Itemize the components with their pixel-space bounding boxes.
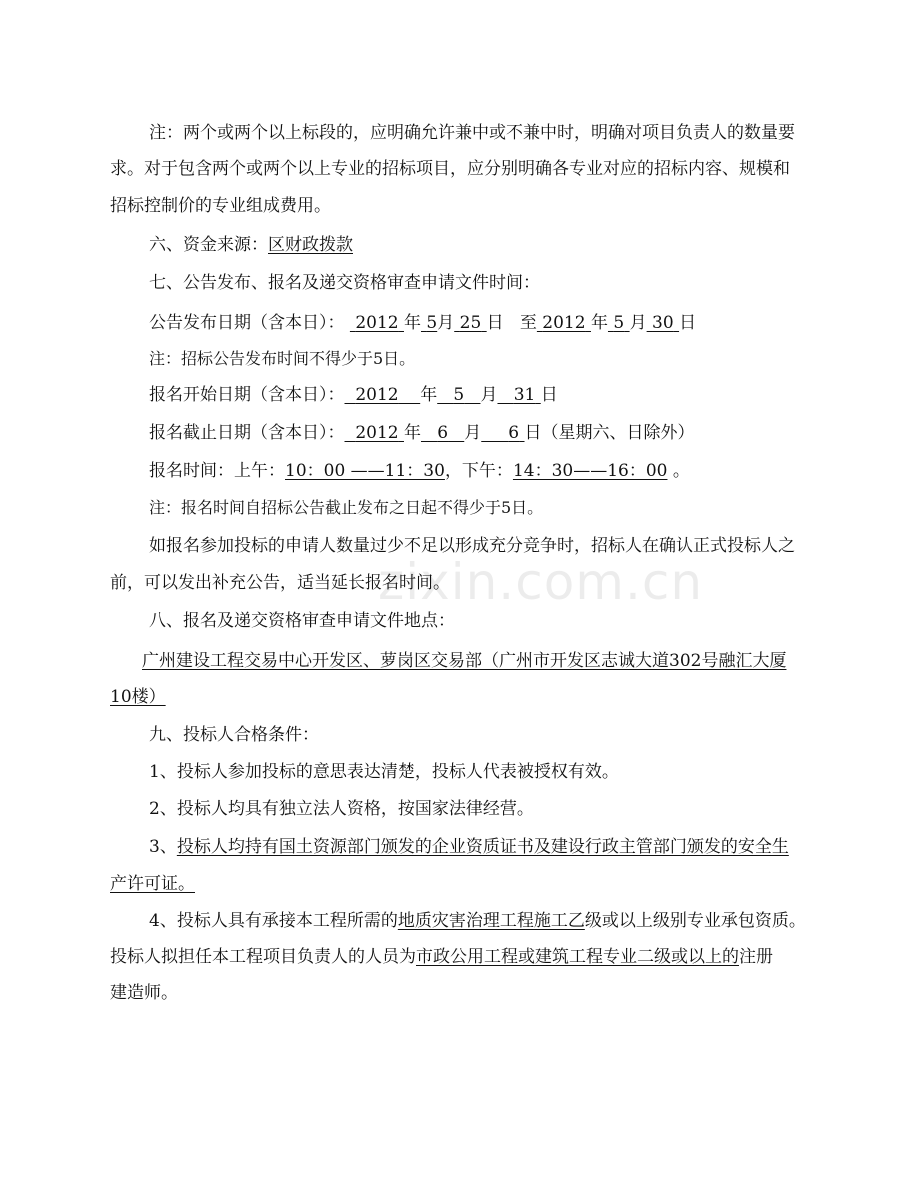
section8-title: 八、报名及递交资格审查申请文件地点： [149,611,455,631]
condition-item1: 1、投标人参加投标的意思表达清楚，投标人代表被授权有效。 [149,762,619,782]
ri: 日 [486,313,504,333]
announce-to-year: 2012 [542,313,586,333]
reg-start-line [149,384,558,406]
item3-prefix: 3、 [149,837,177,857]
reg-end-day: 6 [508,423,520,443]
note1-line1: 注：两个或两个以上标段的，应明确允许兼中或不兼中时，明确对项目负责人的数量要 [149,123,795,143]
note1-line2: 求。对于包含两个或两个以上专业的招标项目，应分别明确各专业对应的招标内容、规模和 [110,159,790,179]
note1-line3: 招标控制价的专业组成费用。 [110,196,331,216]
condition-item4-line2 [110,946,773,968]
yue: 月 [480,385,498,405]
condition-item2: 2、投标人均具有独立法人资格，按国家法律经营。 [149,799,534,819]
reg-start-label: 报名开始日期（含本日）： [149,385,345,405]
item4-text-d: 投标人拟担任本工程项目负责人的人员为 [110,947,416,967]
nian: 年 [403,313,421,333]
reg-time-label: 报名时间：上午： [149,461,285,481]
condition-item4-line1 [149,910,806,932]
reg-end-line [149,422,695,444]
nian: 年 [420,385,438,405]
funding-label: 六、资金来源： [149,235,268,255]
reg-time-mid: ，下午： [444,461,513,481]
section9-title: 九、投标人合格条件： [149,725,319,745]
reg-end-month: 6 [437,423,449,443]
item4-text-a: 4、投标人具有承接本工程所需的 [149,911,398,931]
reg-start-day: 31 [513,385,536,405]
reg-start-year: 2012 [355,385,399,405]
item4-text-c: 级或以上级别专业承包资质。 [584,911,806,931]
reg-time-morning: 10：00 ——11：30 [285,461,445,481]
announce-from-day: 25 [459,313,482,333]
reg-time-end: 。 [672,461,690,481]
funding-value: 区财政拨款 [268,235,353,255]
to-label: 至 [519,313,537,333]
section7-title: 七、公告发布、报名及递交资格审查申请文件时间： [149,273,540,293]
nian: 年 [403,423,421,443]
item4-qualification: 地质灾害治理工程施工乙 [397,911,585,931]
extend-line2: 前，可以发出补充公告，适当延长报名时间。 [110,573,450,593]
reg-end-label: 报名截止日期（含本日）： [149,423,345,443]
item3-text: 投标人均持有国土资源部门颁发的企业资质证书及建设行政主管部门颁发的安全生 [176,837,789,857]
ri: 日 [679,313,697,333]
ri: 日 [540,385,558,405]
yue: 月 [464,423,482,443]
yue: 月 [437,313,455,333]
nian: 年 [590,313,608,333]
announce-to-month: 5 [613,313,625,333]
item4-text-f: 注册 [739,947,773,967]
announce-from-month: 5 [426,313,438,333]
announce-label: 公告发布日期（含本日）： [149,313,345,333]
address-line1: 广州建设工程交易中心开发区、萝岗区交易部（广州市开发区志诚大道302号融汇大厦 [142,651,787,671]
reg-start-month: 5 [453,385,465,405]
watermark: zixin.com.cn [378,553,704,611]
item4-engineer-level: 市政公用工程或建筑工程专业二级或以上的 [416,947,739,967]
announce-to-day: 30 [652,313,674,333]
ri: 日 [524,423,542,443]
reg-end-year: 2012 [355,423,399,443]
extend-line1: 如报名参加投标的申请人数量过少不足以形成充分竞争时，招标人在确认正式投标人之 [149,536,795,556]
yue: 月 [629,313,647,333]
reg-note: 注：报名时间自招标公告截止发布之日起不得少于5日。 [149,498,544,517]
condition-item3-line2: 产许可证。 [110,874,195,894]
announce-note: 注：招标公告发布时间不得少于5日。 [149,349,416,368]
reg-time-afternoon: 14：30——16：00 [512,461,668,481]
reg-time-line [149,460,690,482]
reg-end-suffix: （星期六、日除外） [541,423,695,443]
funding-line [149,234,353,256]
condition-item3-line1 [149,836,789,858]
condition-item4-line3: 建造师。 [110,983,178,1003]
announce-date-line [149,312,696,334]
announce-from-year: 2012 [355,313,399,333]
address-line2: 10楼） [110,687,166,707]
